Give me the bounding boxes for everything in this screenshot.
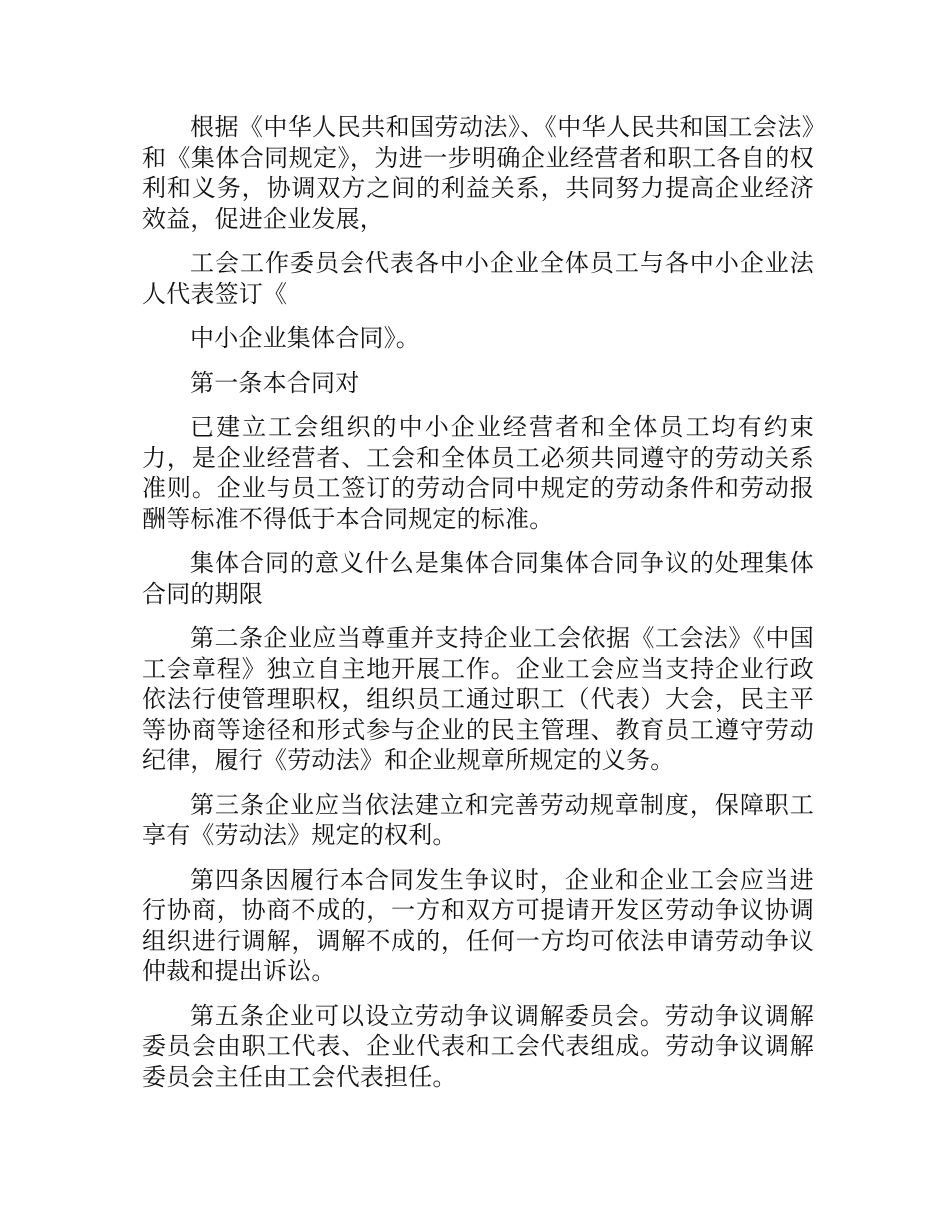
paragraph-signing: 工会工作委员会代表各中小企业全体员工与各中小企业法人代表签订《 bbox=[142, 249, 814, 308]
paragraph-preamble: 根据《中华人民共和国劳动法》、《中华人民共和国工会法》和《集体合同规定》，为进一步明确企业经营者和职工各自的权利和义务，协调双方之间的利益关系，共同努力提高企业经济效益，促进企业发展， bbox=[142, 113, 814, 233]
paragraph-article-3: 第三条企业应当依法建立和完善劳动规章制度，保障职工享有《劳动法》规定的权利。 bbox=[142, 790, 814, 849]
document-page bbox=[142, 112, 814, 1106]
paragraph-article-2: 第二条企业应当尊重并支持企业工会依据《工会法》《中国工会章程》独立自主地开展工作。企业工会应当支持企业行政依法行使管理职权，组织员工通过职工（代表）大会，民主平等协商等途径和形式参与企业的民主管理、教育员工遵守劳动纪律，履行《劳动法》和企业规章所规定的义务。 bbox=[142, 624, 814, 774]
paragraph-contract-title: 中小企业集体合同》。 bbox=[190, 324, 420, 352]
paragraph-article-1-heading: 第一条本合同对 bbox=[190, 368, 360, 397]
paragraph-article-1-body: 已建立工会组织的中小企业经营者和全体员工均有约束力，是企业经营者、工会和全体员工必须共同遵守的劳动关系准则。企业与员工签订的劳动合同中规定的劳动条件和劳动报酬等标准不得低于本合同规定的标准。 bbox=[142, 413, 814, 533]
paragraph-related-topics: 集体合同的意义什么是集体合同集体合同争议的处理集体合同的期限 bbox=[142, 549, 814, 608]
paragraph-article-5: 第五条企业可以设立劳动争议调解委员会。劳动争议调解委员会由职工代表、企业代表和工会代表组成。劳动争议调解委员会主任由工会代表担任。 bbox=[142, 1001, 814, 1091]
paragraph-article-4: 第四条因履行本合同发生争议时，企业和企业工会应当进行协商，协商不成的，一方和双方可提请开发区劳动争议协调组织进行调解，调解不成的，任何一方均可依法申请劳动争议仲裁和提出诉讼。 bbox=[142, 865, 814, 985]
